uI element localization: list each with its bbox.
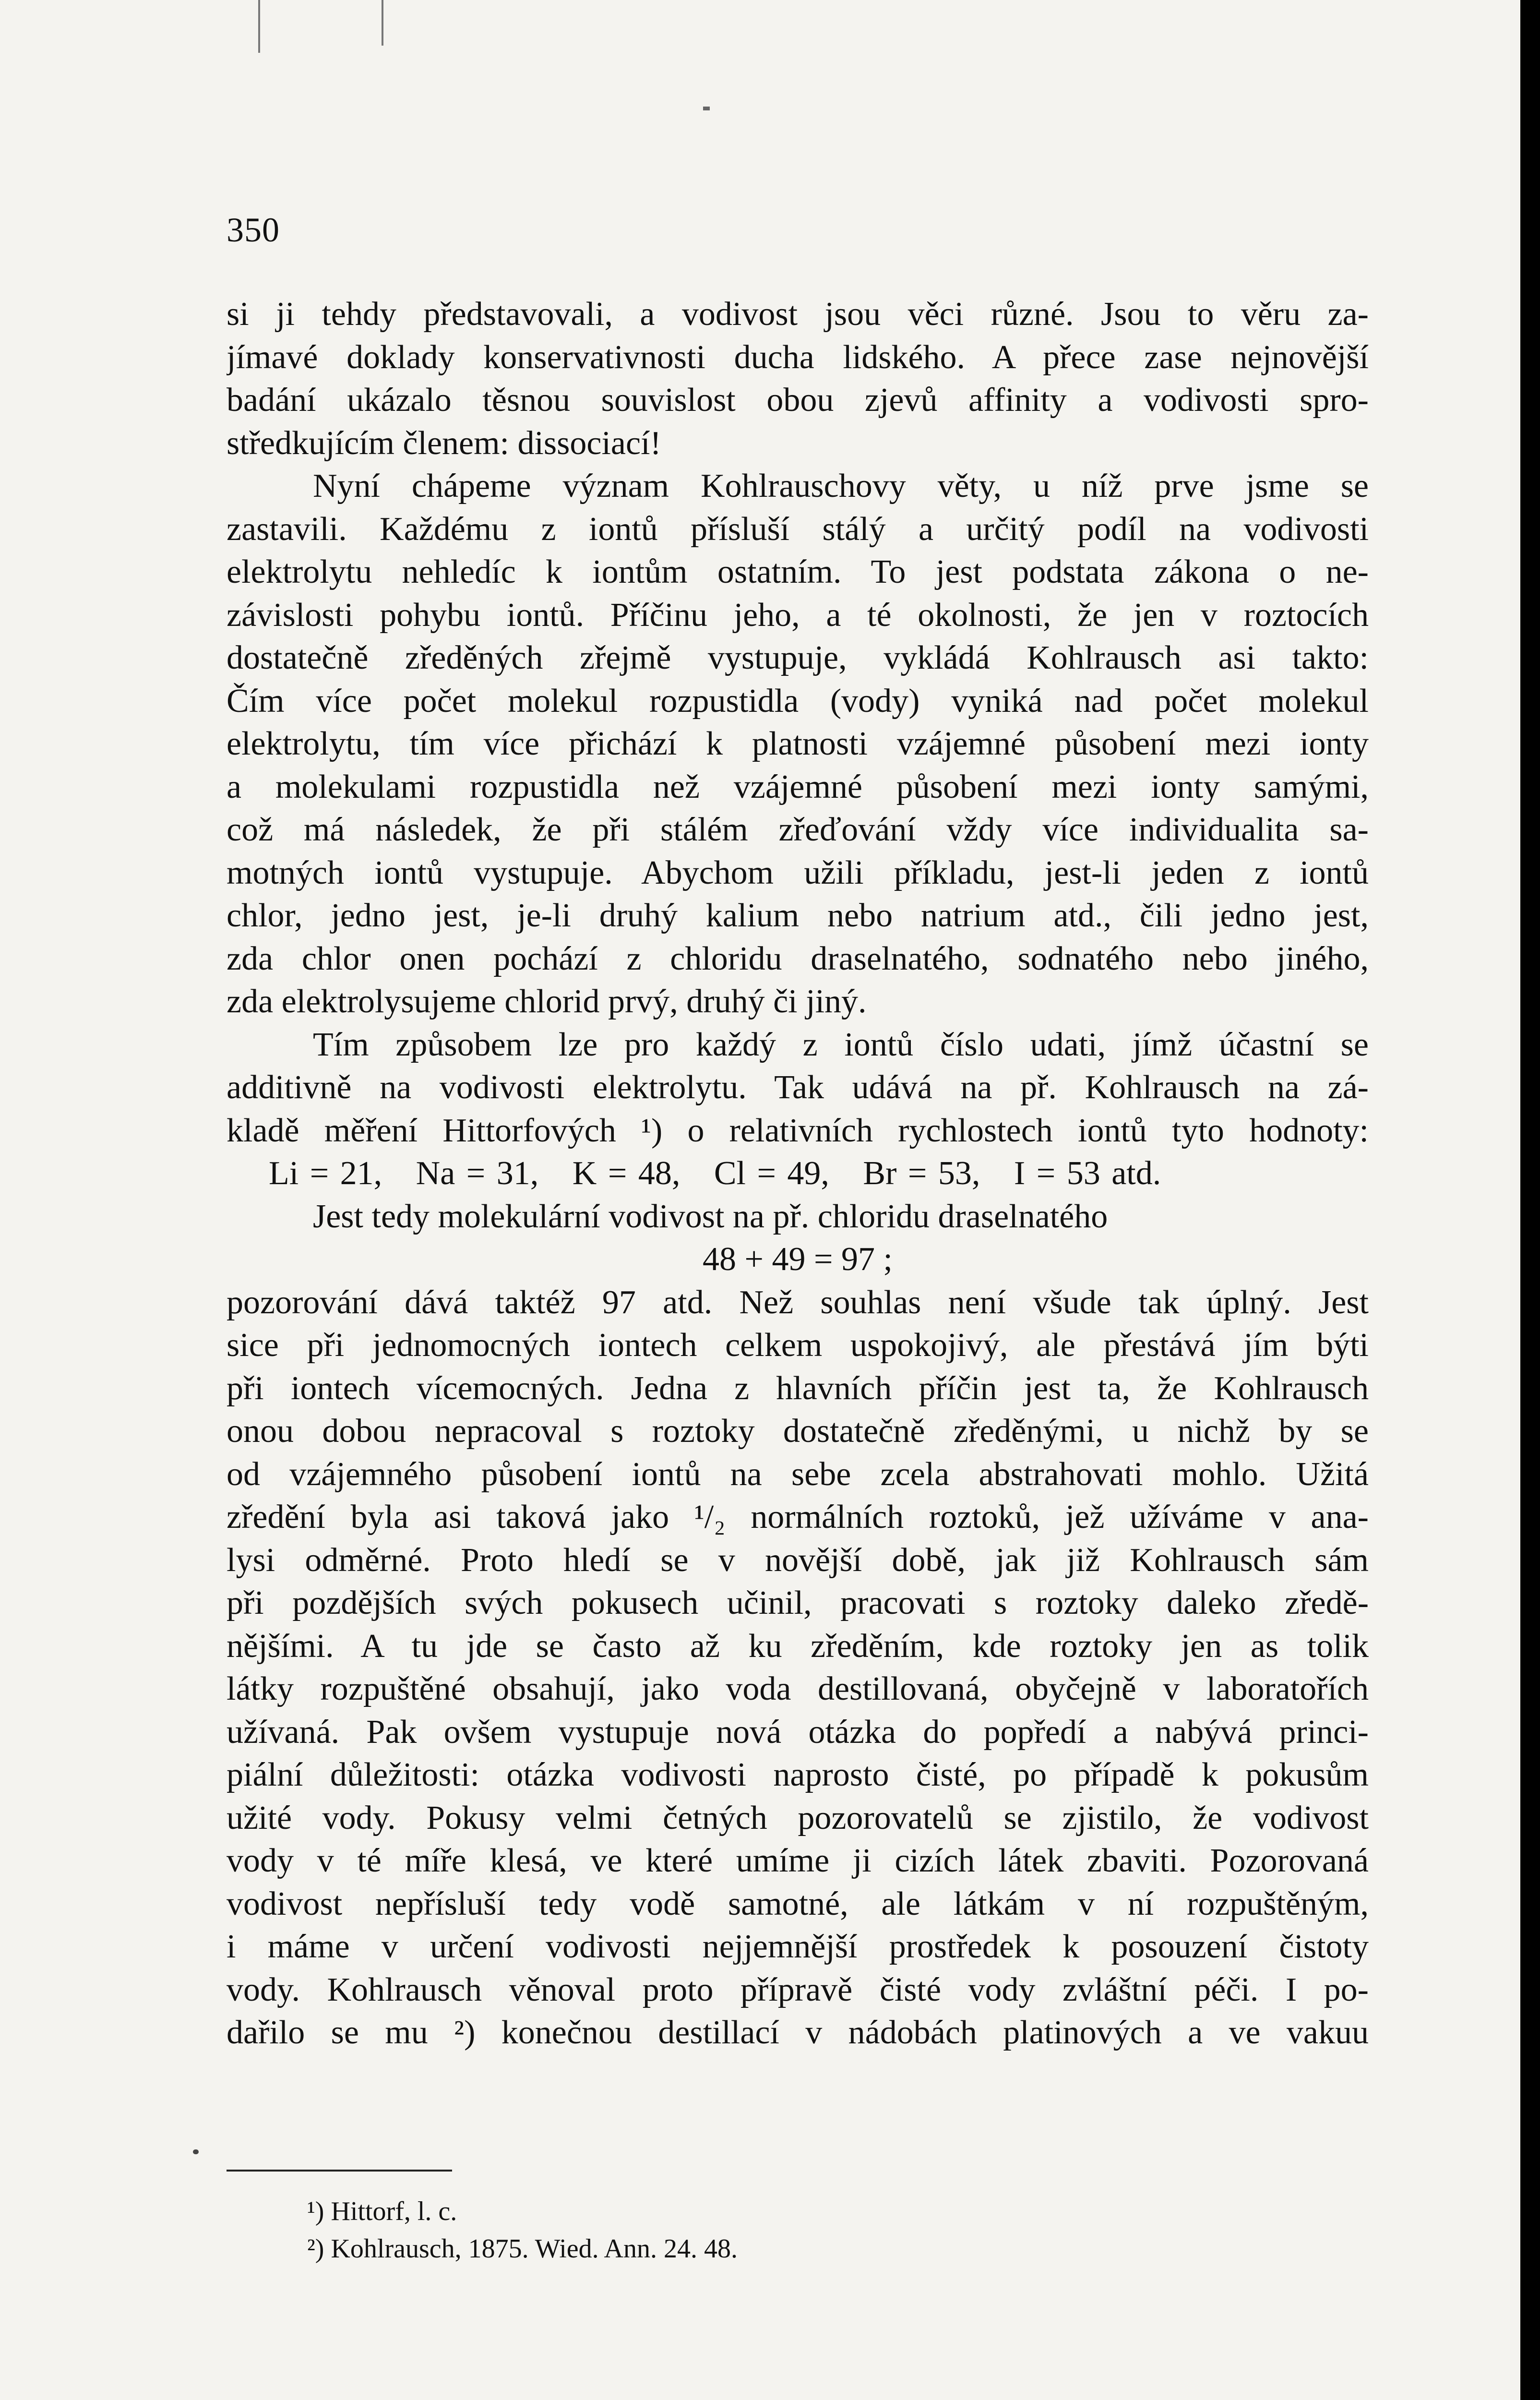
text-line: zastavili. Každému z iontů přísluší stálý a určitý podíl na vodivosti	[227, 510, 1369, 548]
sum-equation: 48 + 49 = 97 ;	[703, 1241, 893, 1278]
text-line: piální důležitosti: otázka vodivosti naprosto čisté, po případě k pokusům	[227, 1756, 1369, 1793]
text-line: zda chlor onen pochází z chloridu draselnatého, sodnatého nebo jiného,	[227, 940, 1369, 977]
text-line: při pozdějších svých pokusech učinil, pracovati s roztoky daleko zředě-	[227, 1584, 1369, 1621]
text-line: zda elektrolysujeme chlorid prvý, druhý či jiný.	[227, 983, 867, 1020]
text-line: dostatečně zředěných zřejmě vystupuje, vykládá Kohlrausch asi takto:	[227, 639, 1369, 676]
text-line: si ji tehdy představovali, a vodivost jsou věci různé. Jsou to věru za-	[227, 296, 1369, 333]
text-line: pozorování dává taktéž 97 atd. Než souhlas není všude tak úplný. Jest	[227, 1284, 1369, 1321]
text-line: kladě měření Hittorfových ¹) o relativních rychlostech iontů tyto hodnoty:	[227, 1112, 1369, 1149]
text-line: sice při jednomocných iontech celkem uspokojivý, ale přestává jím býti	[227, 1327, 1369, 1364]
scan-edge-mark	[258, 0, 260, 53]
text-line: onou dobou nepracoval s roztoky dostatečně zředěnými, u nichž by se	[227, 1413, 1369, 1450]
text-line: vody v té míře klesá, ve které umíme ji cizích látek zbaviti. Pozorovaná	[227, 1842, 1369, 1879]
text-line: od vzájemného působení iontů na sebe zcela abstrahovati mohlo. Užitá	[227, 1455, 1369, 1493]
text-line: dařilo se mu ²) konečnou destillací v nádobách platinových a ve vakuu	[227, 2014, 1369, 2051]
footnote-2: ²) Kohlrausch, 1875. Wied. Ann. 24. 48.	[307, 2234, 738, 2264]
footnote-1: ¹) Hittorf, l. c.	[307, 2196, 457, 2226]
text-line: při iontech vícemocných. Jedna z hlavních příčin jest ta, že Kohlrausch	[227, 1369, 1369, 1407]
paragraph-1	[227, 293, 1369, 465]
scan-speck	[703, 107, 710, 110]
body-text	[227, 293, 1369, 2054]
text-line: a molekulami rozpustidla než vzájemné působení mezi ionty samými,	[227, 768, 1369, 805]
text-line: additivně na vodivosti elektrolytu. Tak udává na př. Kohlrausch na zá-	[227, 1069, 1369, 1106]
text-line: Jest tedy molekulární vodivost na př. chloridu draselnatého	[313, 1198, 1108, 1235]
text-line: chlor, jedno jest, je-li druhý kalium nebo natrium atd., čili jedno jest,	[227, 897, 1369, 934]
paragraph-2	[227, 465, 1369, 1023]
paragraph-4	[227, 1195, 1369, 1238]
text-line: vodivost nepřísluší tedy vodě samotné, ale látkám v ní rozpuštěným,	[227, 1885, 1369, 1922]
text-line: elektrolytu, tím více přichází k platnosti vzájemné působení mezi ionty	[227, 725, 1369, 762]
text-line: užité vody. Pokusy velmi četných pozorovatelů se zjistilo, že vodivost	[227, 1799, 1369, 1836]
text-line: elektrolytu nehledíc k iontům ostatním. To jest podstata zákona o ne-	[227, 553, 1369, 590]
text-line: středkujícím členem: dissociací!	[227, 424, 661, 462]
ion-values-equation: Li = 21, Na = 31, K = 48, Cl = 49, Br = 53, I = 53 atd.	[269, 1155, 1161, 1192]
text-line: zředění byla asi taková jako ¹/₂ normálních roztoků, jež užíváme v ana-	[227, 1499, 1369, 1536]
margin-mark	[193, 2149, 199, 2154]
text-line: i máme v určení vodivosti nejjemnější prostředek k posouzení čistoty	[227, 1928, 1369, 1965]
footnotes	[307, 2193, 738, 2268]
scan-edge-mark	[382, 0, 383, 46]
text-line: jímavé doklady konservativnosti ducha lidského. A přece zase nejnovější	[227, 338, 1369, 376]
page-number: 350	[227, 211, 280, 249]
text-line: látky rozpuštěné obsahují, jako voda destillovaná, obyčejně v laboratořích	[227, 1670, 1369, 1707]
text-line: Tím způsobem lze pro každý z iontů číslo udati, jímž účastní se	[313, 1026, 1369, 1063]
paragraph-3	[227, 1023, 1369, 1152]
footnote-rule	[227, 2170, 452, 2172]
text-line: nějšími. A tu jde se často až ku zředěním, kde roztoky jen as tolik	[227, 1627, 1369, 1665]
paragraph-5	[227, 1281, 1369, 2054]
text-line: badání ukázalo těsnou souvislost obou zjevů affinity a vodivosti spro-	[227, 382, 1369, 419]
text-line: závislosti pohybu iontů. Příčinu jeho, a té okolnosti, že jen v roztocích	[227, 596, 1369, 634]
text-line: vody. Kohlrausch věnoval proto přípravě čisté vody zvláštní péči. I po-	[227, 1971, 1369, 2008]
text-line: což má následek, že při stálém zřeďování vždy více individualita sa-	[227, 811, 1369, 848]
text-line: Čím více počet molekul rozpustidla (vody) vyniká nad počet molekul	[227, 682, 1369, 720]
text-line: Nyní chápeme význam Kohlrauschovy věty, u níž prve jsme se	[313, 468, 1369, 504]
text-line: motných iontů vystupuje. Abychom užili příkladu, jest-li jeden z iontů	[227, 854, 1369, 891]
text-line: užívaná. Pak ovšem vystupuje nová otázka do popředí a nabývá princi-	[227, 1713, 1369, 1751]
text-line: lysi odměrné. Proto hledí se v novější době, jak již Kohlrausch sám	[227, 1541, 1369, 1579]
